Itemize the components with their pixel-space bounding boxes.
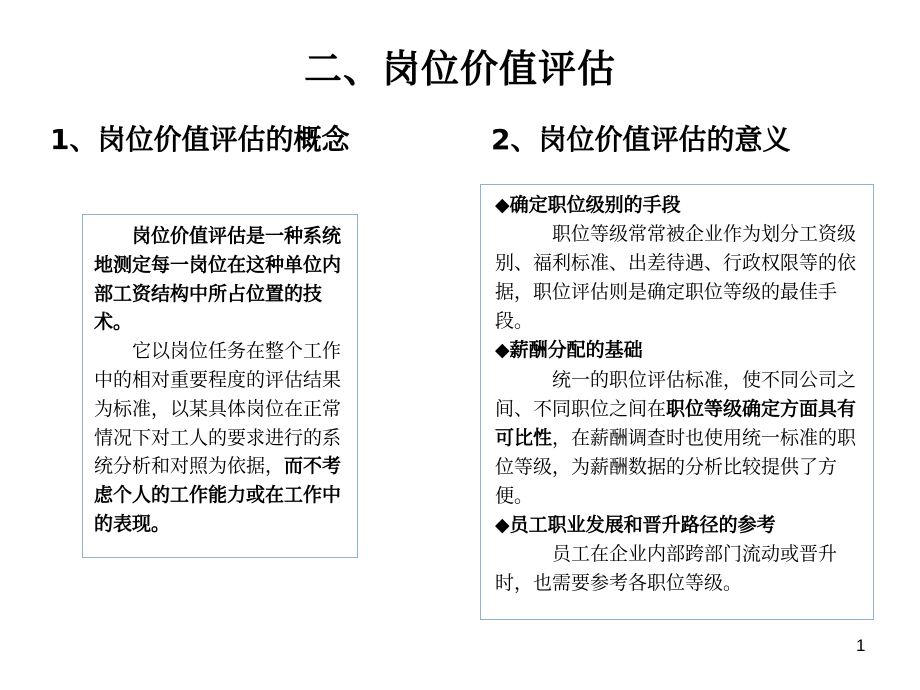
point-2-body [495, 366, 861, 511]
page-number: 1 [856, 636, 866, 655]
point-2-body-emphasis: 职位等级确定方面具有可比性 [495, 397, 857, 449]
section-heading-significance: 2、岗位价值评估的意义 [491, 123, 791, 156]
significance-textbox [480, 184, 874, 620]
point-2-heading: ◆薪酬分配的基础 [495, 339, 643, 362]
point-3-heading: ◆员工职业发展和晋升路径的参考 [495, 514, 776, 537]
concept-paragraph-2 [94, 337, 349, 539]
concept-exclusion-text: 而不考虑个人的工作能力或在工作中的表现。 [94, 455, 342, 535]
concept-paragraph-1 [94, 222, 349, 337]
point-2-body-start: 统一的职位评估标准，使不同公司之间、不同职位之间在 [495, 368, 857, 420]
point-1-heading: ◆确定职位级别的手段 [495, 194, 681, 216]
concept-definition-text: 岗位价值评估是一种系统地测定每一岗位在这种单位内部工资结构中所占位置的技术。 [94, 225, 342, 334]
concept-textbox [82, 214, 358, 558]
slide-title: 二、岗位价值评估 [303, 47, 616, 91]
point-2-body-end: ，在薪酬调查时也使用统一标准的职位等级，为薪酬数据的分析比较提供了方便。 [495, 426, 857, 507]
point-1-body: 职位等级常常被企业作为划分工资级别、福利标准、出差待遇、行政权限等的依据，职位评估则是确定职位等级的最佳手段。 [495, 223, 857, 333]
concept-basis-text: 它以岗位任务在整个工作中的相对重要程度的评估结果为标准，以某具体岗位在正常情况下对工人的要求进行的系统分析和对照为依据， [94, 340, 342, 478]
point-3-body: 员工在企业内部跨部门流动或晋升时，也需要参考各职位等级。 [495, 543, 838, 595]
section-heading-concept: 1、岗位价值评估的概念 [50, 123, 350, 156]
